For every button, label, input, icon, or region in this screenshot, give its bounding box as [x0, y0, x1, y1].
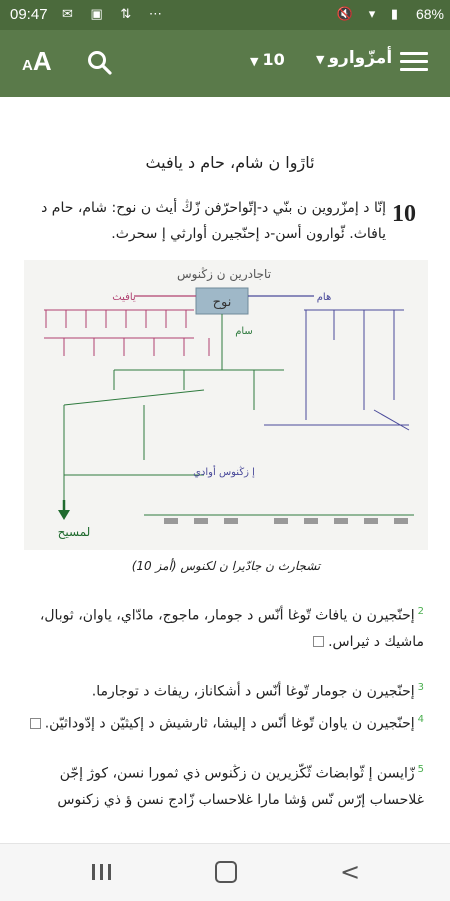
book-dropdown-icon: ▼: [316, 53, 325, 66]
verse-5[interactable]: [24, 757, 424, 813]
diagram-title: تاجادرين ن زڭنوس: [176, 267, 272, 281]
back-button[interactable]: <: [340, 858, 361, 886]
verse-1[interactable]: إنّا د إمزّروين ن بنّي د-إتّواحرّفن زّڭ أيث ن نوح: شام، حام د يافاث. ئّوارون أسن-د إحنّجيرن أوارثي إ سحرث.: [41, 200, 386, 242]
reading-pane[interactable]: [0, 97, 450, 843]
chapter-number-large: 10: [392, 201, 416, 227]
genealogy-diagram[interactable]: [24, 260, 428, 550]
diagram-middle-note: إ زڭنوس أوادي: [193, 467, 255, 478]
notification-icons: ✉ ▣ ⇅ ⋯: [62, 6, 169, 21]
diagram-caption: تشجارث ن جادّيرا ن لكنوس (أمز 10): [131, 559, 321, 573]
verse-text: زّايسن إ ثّوابضاث ثّكّزيرين ن زڭنوس ذي ثمورا نسن، كوژ إجّن غلاحساب إرّس نّس ؤشا مارا غلاحساب زّادج نسن ؤ ذي زكنوس: [57, 765, 424, 808]
chapter-dropdown-icon: ▼: [250, 55, 259, 68]
diagram-bottom-label: لمسيح: [57, 525, 91, 539]
verse-3[interactable]: [24, 675, 424, 705]
noah-label: نوح: [212, 295, 232, 310]
genealogy-tree: [24, 260, 428, 550]
hamburger-menu-icon[interactable]: [400, 52, 428, 74]
status-bar: [0, 0, 450, 30]
text-size-button[interactable]: [22, 46, 52, 77]
verse-number: 5: [417, 764, 424, 775]
verse-number: 4: [417, 714, 424, 725]
verse-number: 2: [417, 606, 424, 617]
recents-button[interactable]: [92, 864, 116, 884]
verse-number: 3: [417, 682, 424, 693]
note-icon[interactable]: [313, 636, 324, 647]
verse-4[interactable]: [24, 707, 424, 737]
battery-level: 68%: [415, 6, 444, 22]
book-selector[interactable]: [312, 48, 392, 68]
book-name: أمزّوارو: [328, 48, 393, 68]
chapter-selector[interactable]: [246, 50, 285, 69]
shem-label: سام: [235, 326, 253, 337]
app-bar: [0, 30, 450, 97]
home-button[interactable]: [215, 861, 237, 883]
text-size-small-icon: A: [22, 57, 33, 74]
verse-2[interactable]: [24, 599, 424, 655]
verse-text: إحنّجيرن ن ياوان تّوغا أنّس د إليشا، ثارشيش د إكيثيّن د إدّوداثيّن.: [44, 715, 415, 732]
ham-label: هام: [316, 292, 332, 303]
chapter-number: 10: [262, 50, 285, 69]
system-nav-bar: [0, 843, 450, 901]
verse-text: إحنّجيرن ن جومار تّوغا أنّس د أشكاناز، ريفاث د توجارما.: [91, 683, 415, 700]
status-time: 09:47: [10, 6, 48, 23]
section-heading: ئاڙوا ن شام، حام د يافيث: [145, 153, 315, 172]
text-size-large-icon: A: [32, 46, 52, 76]
system-icons: 🔇 ▾ ▮: [336, 6, 404, 21]
japheth-label: يافيث: [112, 292, 136, 303]
search-icon[interactable]: [86, 49, 114, 77]
verse-text: إحنّجيرن ن يافاث تّوغا أنّس د جومار، ماجوج، مادّاي، ياوان، ثوبال، ماشيك د ثيراس.: [39, 607, 424, 650]
note-icon[interactable]: [30, 718, 41, 729]
